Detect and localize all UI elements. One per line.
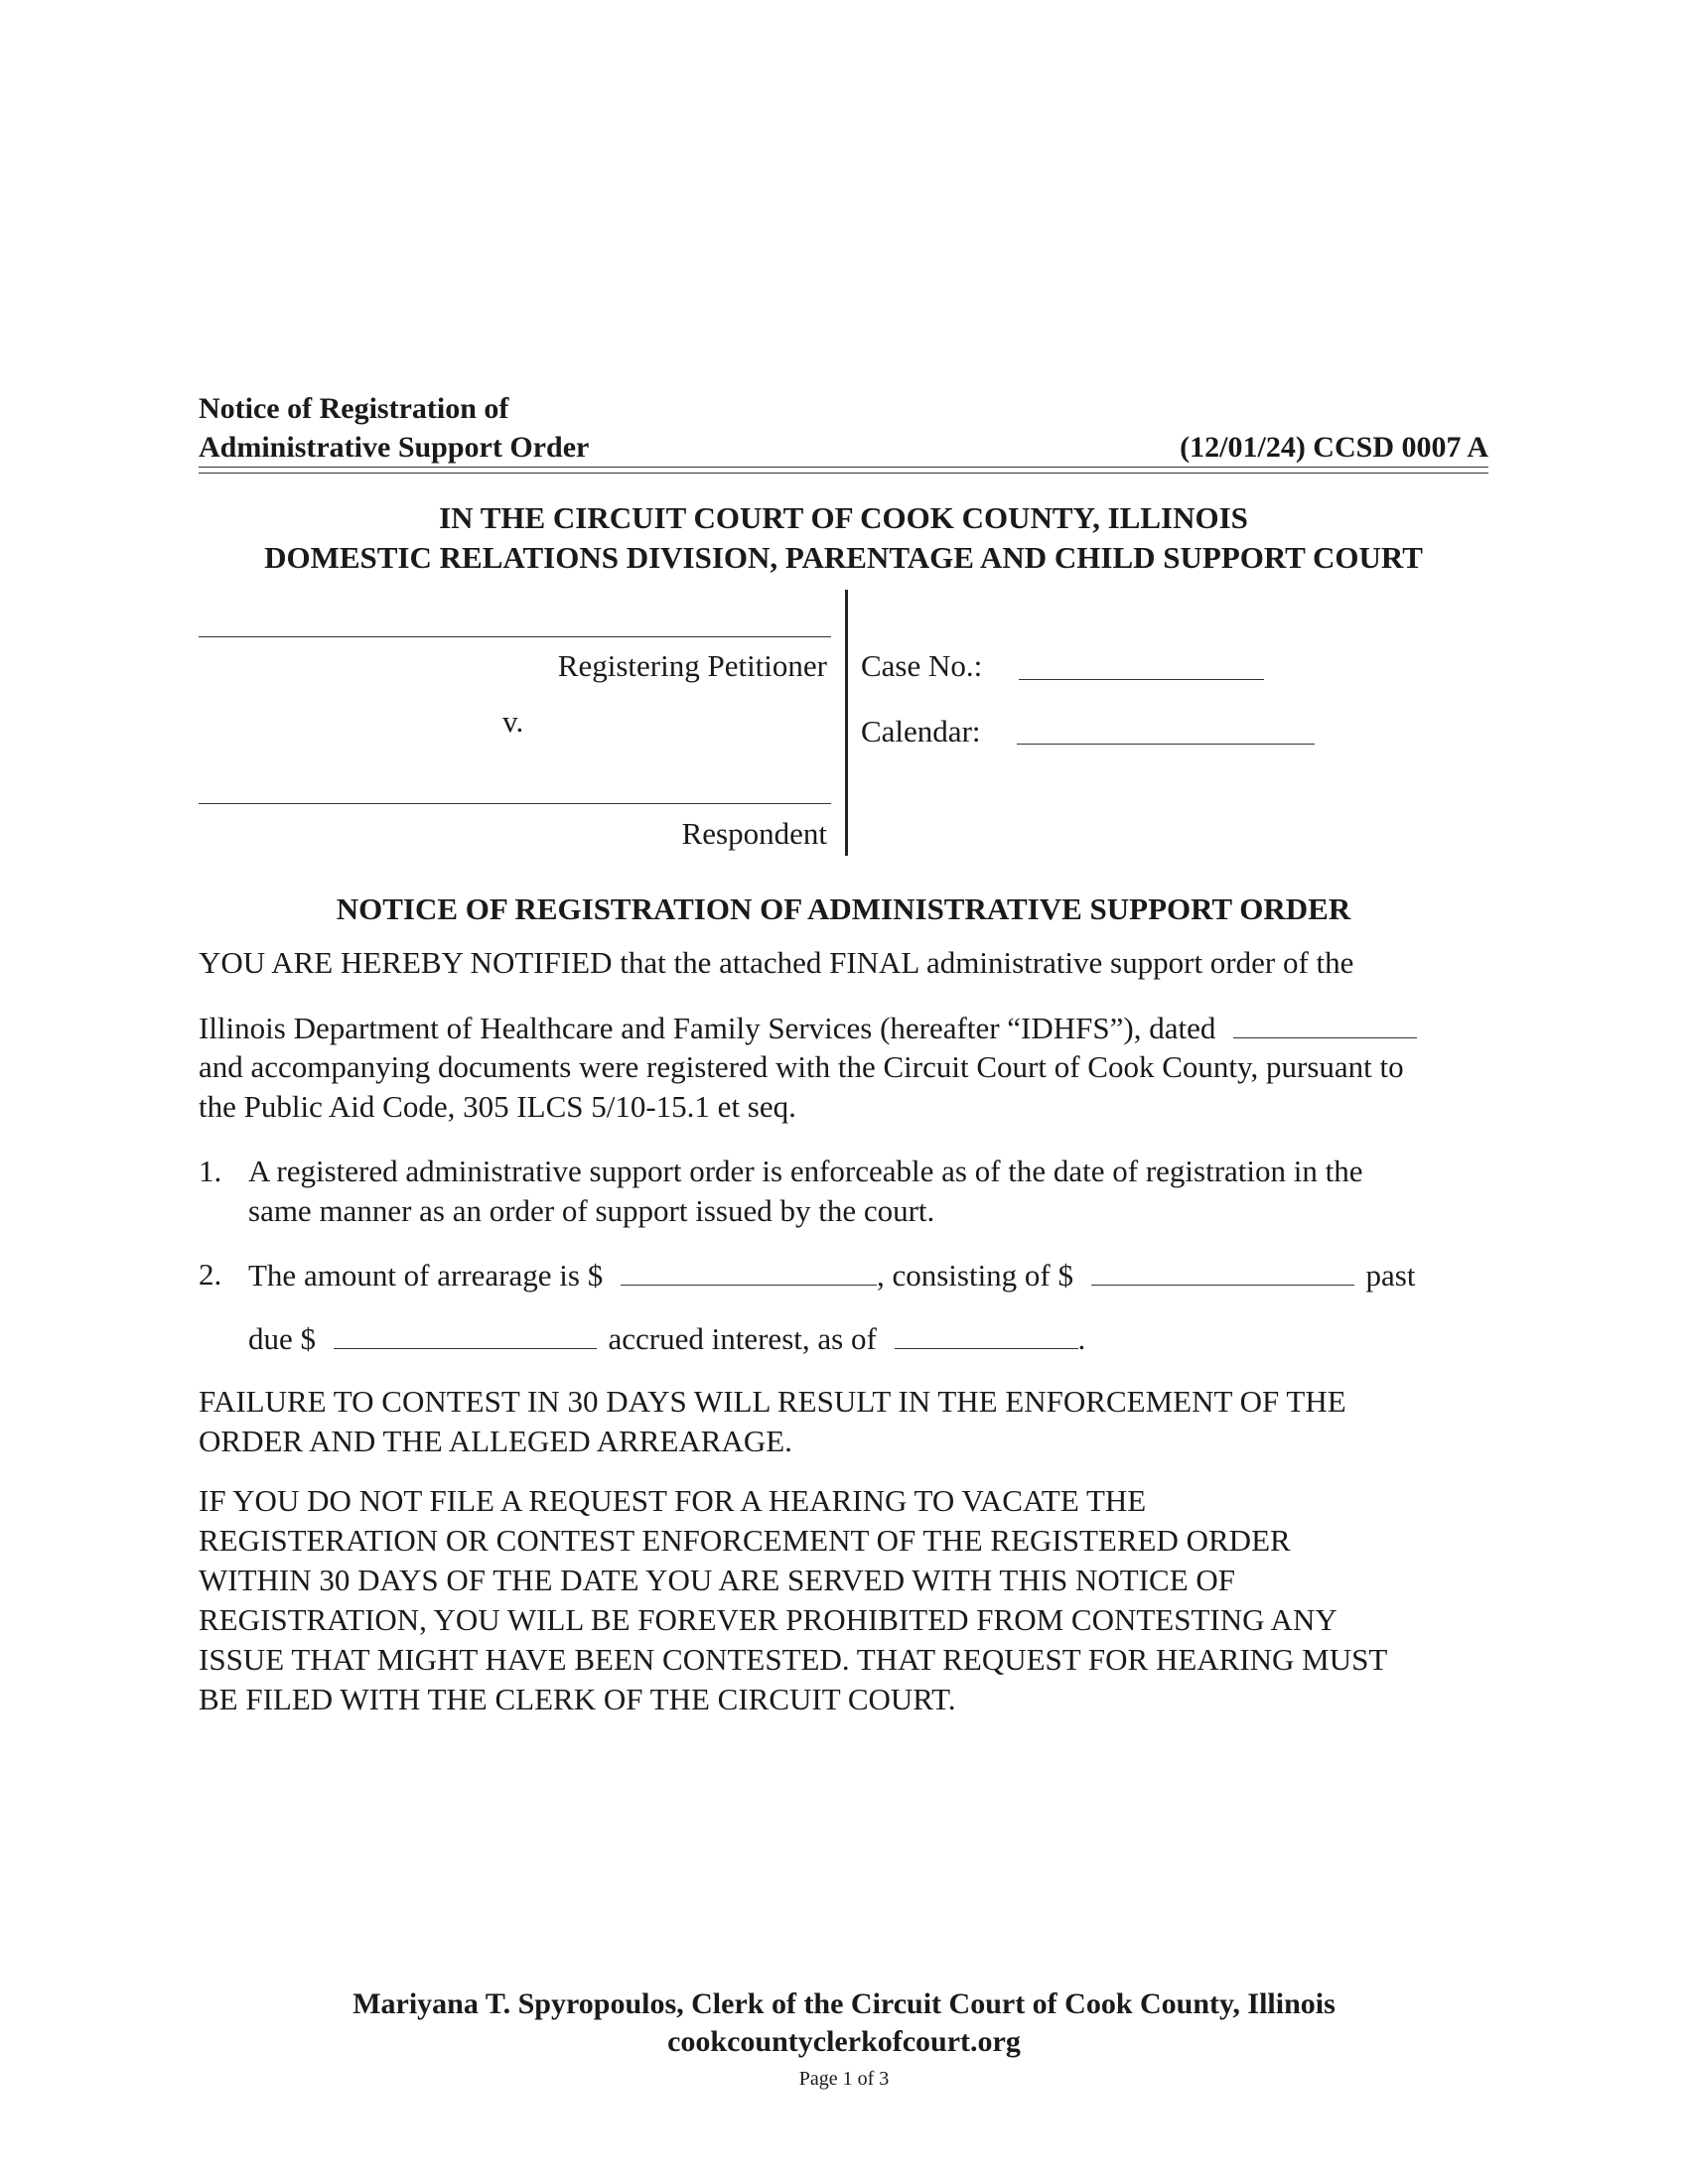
header-rule bbox=[199, 467, 1488, 468]
warning2-line: IF YOU DO NOT FILE A REQUEST FOR A HEARING TO VACATE THE bbox=[199, 1483, 1147, 1518]
respondent-label: Respondent bbox=[681, 816, 827, 851]
intro-line4: the Public Aid Code, 305 ILCS 5/10-15.1 et seq. bbox=[199, 1089, 796, 1124]
intro-line3: and accompanying documents were registered with the Circuit Court of Cook County, pursuant to bbox=[199, 1049, 1404, 1084]
arrearage-amount-field[interactable] bbox=[621, 1255, 877, 1286]
item2-text-b: , consisting of $ bbox=[876, 1258, 1074, 1293]
item2-text-e: accrued interest, as of bbox=[608, 1321, 877, 1356]
warning1-line1: FAILURE TO CONTEST IN 30 DAYS WILL RESULT IN THE ENFORCEMENT OF THE bbox=[199, 1384, 1346, 1419]
header-rule-double bbox=[199, 473, 1488, 474]
page-number: Page 1 of 3 bbox=[798, 2068, 890, 2090]
form-title-line1: Notice of Registration of bbox=[199, 392, 509, 425]
item2-number: 2. bbox=[199, 1257, 222, 1292]
item2-text-d: due $ bbox=[248, 1321, 317, 1356]
item2-text-f: . bbox=[1077, 1321, 1086, 1356]
petitioner-name-field[interactable] bbox=[199, 636, 831, 637]
item2-text-a: The amount of arrearage is $ bbox=[248, 1258, 604, 1293]
court-heading bbox=[199, 498, 1488, 578]
respondent-name-field[interactable] bbox=[199, 803, 831, 804]
case-no-label: Case No.: bbox=[861, 648, 983, 683]
notice-heading: NOTICE OF REGISTRATION OF ADMINISTRATIVE SUPPORT ORDER bbox=[336, 891, 1351, 926]
caption-divider bbox=[845, 590, 848, 856]
warning2-line: REGISTRATION, YOU WILL BE FOREVER PROHIBITED FROM CONTESTING ANY bbox=[199, 1602, 1337, 1637]
intro-line1: YOU ARE HEREBY NOTIFIED that the attached FINAL administrative support order of the bbox=[199, 945, 1354, 980]
versus-label: v. bbox=[502, 704, 524, 739]
item1-number: 1. bbox=[199, 1154, 222, 1188]
form-code: (12/01/24) CCSD 0007 A bbox=[1180, 431, 1488, 464]
footer-website[interactable]: cookcountyclerkofcourt.org bbox=[667, 2025, 1021, 2058]
past-due-amount-field[interactable] bbox=[1091, 1255, 1354, 1286]
warning1-line2: ORDER AND THE ALLEGED ARREARAGE. bbox=[199, 1424, 792, 1458]
item2-line1 bbox=[248, 1255, 1415, 1296]
intro-line2-text: Illinois Department of Healthcare and Family Services (hereafter “IDHFS”), dated bbox=[199, 1011, 1216, 1045]
warning2-line: BE FILED WITH THE CLERK OF THE CIRCUIT COURT. bbox=[199, 1682, 956, 1716]
form-title bbox=[199, 389, 589, 467]
petitioner-label: Registering Petitioner bbox=[557, 648, 827, 683]
order-date-field[interactable] bbox=[1233, 1008, 1417, 1038]
calendar-field[interactable] bbox=[1017, 744, 1315, 745]
accrued-interest-field[interactable] bbox=[334, 1318, 597, 1349]
interest-as-of-date-field[interactable] bbox=[895, 1318, 1078, 1349]
case-no-field[interactable] bbox=[1019, 679, 1264, 680]
item1-line1: A registered administrative support order is enforceable as of the date of registration in the bbox=[248, 1154, 1363, 1188]
warning2-line: WITHIN 30 DAYS OF THE DATE YOU ARE SERVED WITH THIS NOTICE OF bbox=[199, 1563, 1236, 1597]
calendar-label: Calendar: bbox=[861, 714, 981, 749]
warning2-line: REGISTERATION OR CONTEST ENFORCEMENT OF THE REGISTERED ORDER bbox=[199, 1523, 1291, 1558]
item2-text-c: past bbox=[1365, 1258, 1416, 1293]
form-title-line2: Administrative Support Order bbox=[199, 431, 590, 464]
intro-line2 bbox=[199, 1008, 1489, 1048]
item2-line2 bbox=[248, 1318, 1085, 1359]
item1-line2: same manner as an order of support issued by the court. bbox=[248, 1193, 935, 1228]
footer-clerk: Mariyana T. Spyropoulos, Clerk of the Circuit Court of Cook County, Illinois bbox=[352, 1987, 1336, 2020]
court-line2: DOMESTIC RELATIONS DIVISION, PARENTAGE AND CHILD SUPPORT COURT bbox=[264, 540, 1423, 575]
court-line1: IN THE CIRCUIT COURT OF COOK COUNTY, ILLINOIS bbox=[439, 500, 1248, 535]
warning2-line: ISSUE THAT MIGHT HAVE BEEN CONTESTED. THAT REQUEST FOR HEARING MUST bbox=[199, 1642, 1388, 1677]
